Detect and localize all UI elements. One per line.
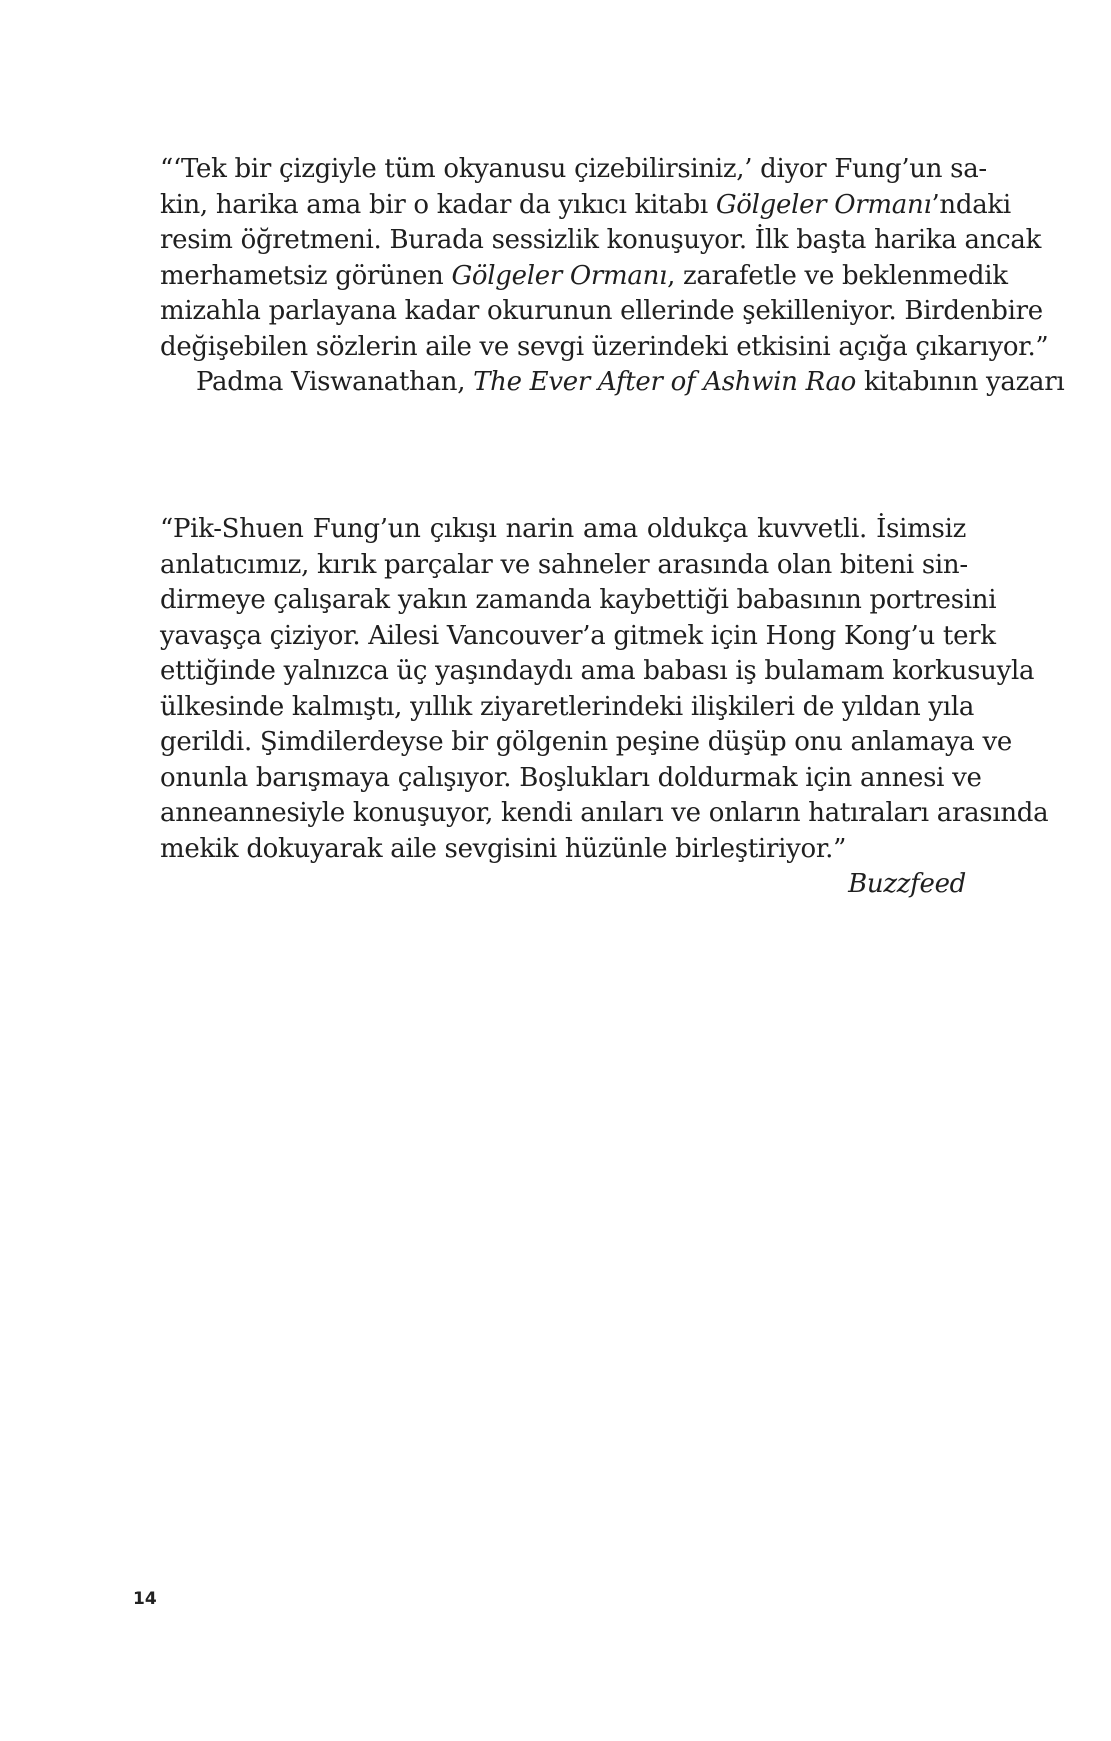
quote-line: onunla barışmaya çalışıyor. Boşlukları doldurmak için annesi ve xyxy=(160,762,982,793)
blurb-quote-padma-viswanathan xyxy=(160,152,1065,401)
quote-line: merhametsiz görünen Gölgeler Ormanı, zarafetle ve beklenmedik xyxy=(160,260,1008,291)
quote-line: mekik dokuyarak aile sevgisini hüzünle birleştiriyor.” xyxy=(160,833,847,864)
quote-line: resim öğretmeni. Burada sessizlik konuşuyor. İlk başta harika ancak xyxy=(160,225,1042,255)
quote-line: değişebilen sözlerin aile ve sevgi üzerindeki etkisini açığa çıkarıyor.” xyxy=(160,331,1049,362)
quote-line: anlatıcımız, kırık parçalar ve sahneler arasında olan biteni sin- xyxy=(160,549,968,580)
quote-line: kin, harika ama bir o kadar da yıkıcı kitabı Gölgeler Ormanı’ndaki xyxy=(160,189,1011,220)
quote-line: anneannesiyle konuşuyor, kendi anıları ve onların hatıraları arasında xyxy=(160,798,1049,828)
quote-line: yavaşça çiziyor. Ailesi Vancouver’a gitmek için Hong Kong’u terk xyxy=(160,620,996,651)
page-number: 14 xyxy=(133,1589,157,1609)
blurb-quote-buzzfeed xyxy=(160,512,1049,903)
quote-line: mizahla parlayana kadar okurunun ellerinde şekilleniyor. Birdenbire xyxy=(160,296,1043,326)
quote-attribution: Padma Viswanathan, The Ever After of Ashwin Rao kitabının yazarı xyxy=(196,367,1065,397)
quote-line: ülkesinde kalmıştı, yıllık ziyaretlerindeki ilişkileri de yıldan yıla xyxy=(160,691,975,722)
quote-line: gerildi. Şimdilerdeyse bir gölgenin peşine düşüp onu anlamaya ve xyxy=(160,727,1012,757)
quote-line: ettiğinde yalnızca üç yaşındaydı ama babası iş bulamam korkusuyla xyxy=(160,656,1035,686)
quote-line: “Pik-Shuen Fung’un çıkışı narin ama oldukça kuvvetli. İsimsiz xyxy=(160,514,966,544)
quote-line: dirmeye çalışarak yakın zamanda kaybettiği babasının portresini xyxy=(160,585,997,615)
quote-line: “‘Tek bir çizgiyle tüm okyanusu çizebilirsiniz,’ diyor Fung’un sa- xyxy=(160,154,987,184)
quote-attribution: Buzzfeed xyxy=(848,869,966,899)
